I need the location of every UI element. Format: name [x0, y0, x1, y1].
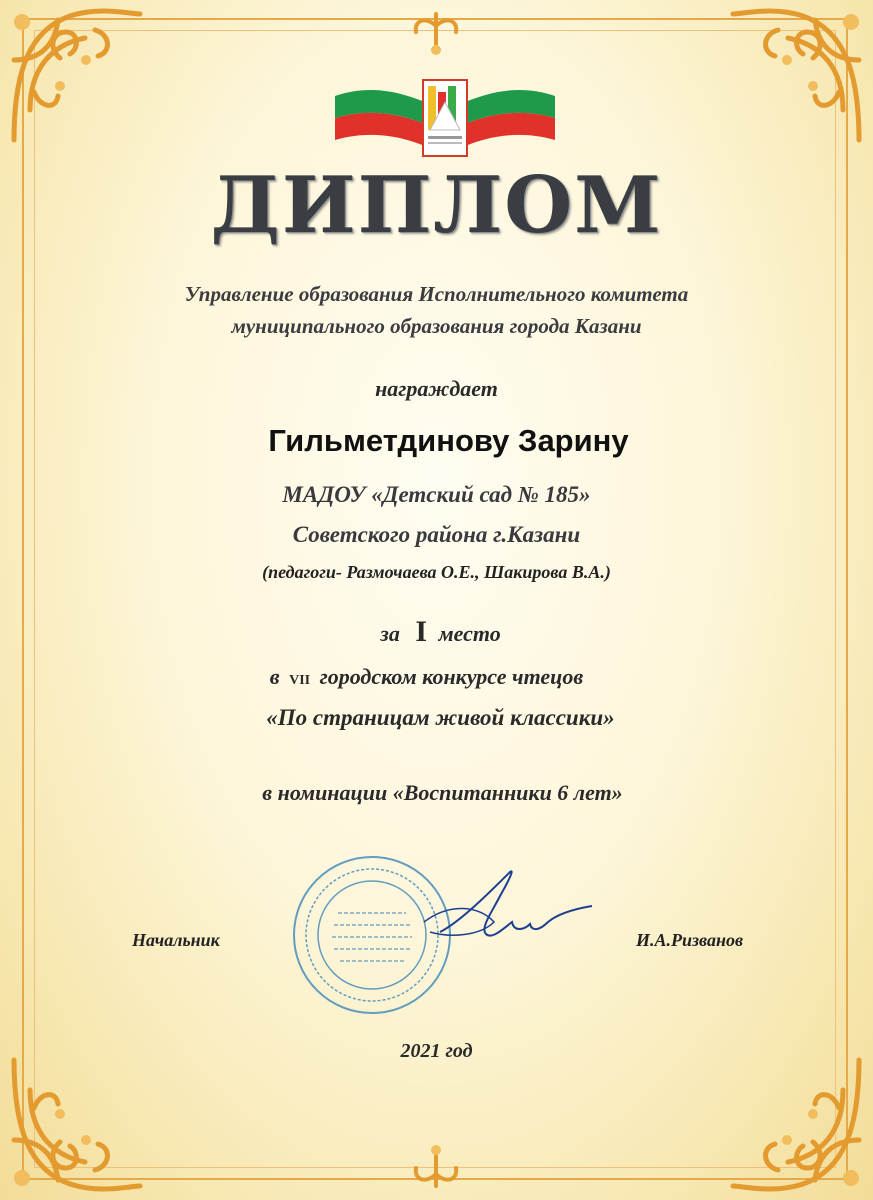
- contest-suffix: городском конкурсе чтецов: [319, 664, 584, 689]
- school-line-1: МАДОУ «Детский сад № 185»: [282, 482, 591, 507]
- diploma-title: ДИПЛОМ: [210, 160, 663, 251]
- contest-prefix: в: [269, 664, 280, 689]
- recipient-name: Гильметдинову Зарину: [268, 423, 629, 458]
- place-suffix: место: [438, 621, 501, 646]
- nomination-text: в номинации «Воспитанники 6 лет»: [262, 780, 623, 805]
- tatarstan-flag-emblem-icon: [330, 72, 560, 162]
- corner-ornament-icon: [723, 0, 873, 150]
- contest-line: [0, 664, 863, 690]
- awards-text: награждает: [375, 376, 498, 401]
- signer-title: Начальник: [132, 930, 220, 950]
- corner-ornament-icon: [723, 1050, 873, 1200]
- organization-line-2: муниципального образования города Казани: [231, 314, 642, 338]
- bottom-ornament-icon: [406, 1136, 466, 1196]
- place-prefix: за: [380, 621, 400, 646]
- top-ornament-icon: [406, 4, 466, 64]
- corner-ornament-icon: [0, 1050, 150, 1200]
- corner-ornament-icon: [0, 0, 150, 150]
- teachers-text: (педагоги- Размочаева О.Е., Шакирова В.А.): [262, 562, 611, 582]
- year-text: 2021 год: [400, 1040, 473, 1062]
- school-line-2: Советского района г.Казани: [292, 522, 581, 547]
- organization-line-1: Управление образования Исполнительного комитета: [184, 282, 689, 306]
- contest-numeral: VII: [289, 673, 311, 688]
- contest-name: «По страницам живой классики»: [266, 705, 615, 730]
- signer-name: И.А.Ризванов: [636, 930, 743, 950]
- place-numeral: I: [415, 615, 428, 648]
- place-line: [4, 615, 873, 649]
- signature-icon: [420, 862, 595, 957]
